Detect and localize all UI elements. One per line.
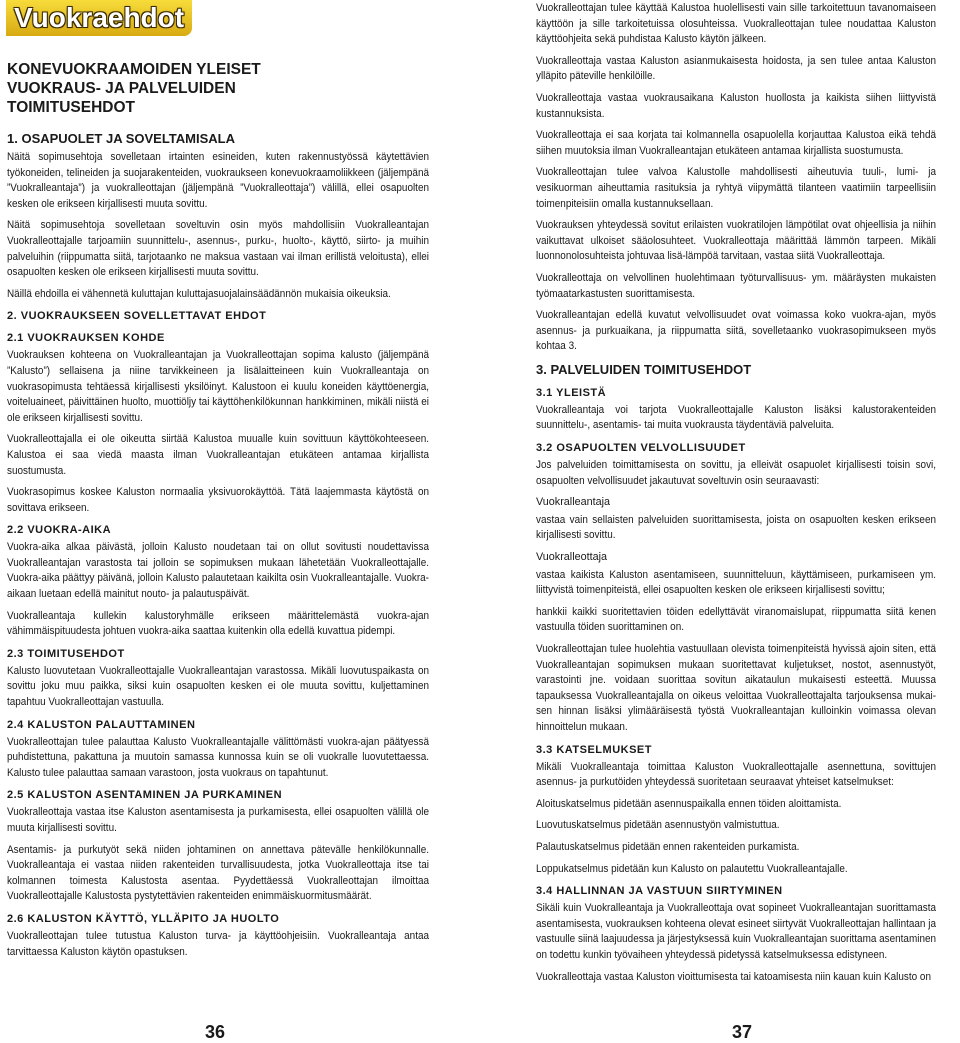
section-heading: 2.4 KALUSTON PALAUTTAMINEN xyxy=(7,718,196,731)
title-line: VUOKRAUS- JA PALVELUIDEN xyxy=(7,80,236,97)
paragraph: Vuokralleottaja on velvollinen huolehtimaan työturvallisuus- ym. määräysten mukaisten työmaatarkastusten suorittamisesta. xyxy=(536,271,937,300)
paragraph: Vuokralleottaja vastaa Kaluston asianmukaisesta hoidosta, ja sen tulee antaa Kaluston ylläpito päteville henkilöille. xyxy=(536,54,937,83)
paragraph: Näitä sopimusehtoja sovelletaan soveltuvin osin myös mahdollisiin Vuokralleantajan Vuokralleottajalle tarjoamiin suunnittelu-, asennus-, purku-, huolto-, käyttö, siirto- ja muihin palveluihin (riippumatta siitä, tarjotaanko ne maksua vastaan vai ilman erillistä veloitusta), ellei osapuolten kesken ole erikseen kirjallisesti muuta sovittu. xyxy=(7,219,430,279)
paragraph: hankkii kaikki suoritettavien töiden edellyttävät viranomaislupat, riippumatta siitä kenen vastuulla töiden suorittaminen on. xyxy=(536,605,937,634)
paragraph: Vuokralleantajan edellä kuvatut velvollisuudet ovat voimassa koko vuokra-ajan, myös asennus- ja purkuaikana, ja riippumatta siitä, sovelletaanko vuokrasopimukseen myös kohtaa 3. xyxy=(536,309,937,353)
paragraph: Vuokralleottajan tulee palauttaa Kalusto Vuokralleantajalle välittömästi vuokra-ajan päätyessä puhdistettuna, pakattuna ja muutoin samassa kunnossa kuin se oli vuokralle luovutettaessa. Kalusto tulee palauttaa samaan varastoon, josta vuokraus on tapahtunut. xyxy=(7,735,430,779)
section-heading: Vuokralleottaja xyxy=(536,551,608,564)
paragraph: Loppukatselmus pidetään kun Kalusto on palautettu Vuokralleantajalle. xyxy=(536,862,848,875)
paragraph: Mikäli Vuokralleantaja toimittaa Kaluston Vuokralleottajalle asennettuna, sovittujen asennus- ja purkutöiden yhteydessä suoritetaan seuraavat yhteiset katselmukset: xyxy=(536,760,937,789)
paragraph: vastaa kaikista Kaluston asentamiseen, suunnitteluun, käyttämiseen, purkamiseen ym. liittyvistä toimenpiteistä, ellei osapuolten kesken ole erikseen kirjallisesti sovittu; xyxy=(536,568,937,597)
paragraph: Vuokralleottaja vastaa Kaluston vioittumisesta tai katoamisesta niin kauan kuin Kalusto on xyxy=(536,970,931,983)
paragraph: Vuokrasopimus koskee Kaluston normaalia yksivuorokäyttöä. Tätä laajemmasta käytöstä on sovittava erikseen. xyxy=(7,486,430,514)
paragraph: Vuokralleottaja ei saa korjata tai kolmannella osapuolella korjauttaa Kalustoa eikä tehdä siihen muutoksia ilman Vuokralleantajan etukäteen antamaa kirjallista suostumusta. xyxy=(536,129,937,157)
paragraph: Vuokrauksen yhteydessä sovitut erilaisten vuokratilojen lämpötilat ovat ohjeellisia ja niihin vaikuttavat ulkoiset sääolosuhteet. Vuokralleottaja määrittää lämmön tarpeen. Mikäli luonnonolosuhteista johtuvaa lisä-lämpöä tarvitaan, vastaa siitä Vuokralleottaja. xyxy=(536,219,937,263)
paragraph: Vuokrauksen kohteena on Vuokralleantajan ja Vuokralleottajan sopima kalusto (jäljempänä ”Kalusto”) sellaisena ja niine tarvikkeineen ja lisälaitteineen kuin Vuokralleantaja on vuokrasopimusta tehtäessä kirjallisesti yksilöinyt. Kalustoon ei kuulu koneiden käyttöenergia, voiteluaineet, päivittäinen huolto, muottiöljy tai käyttöhenkilökunnan hankkiminen, mikäli niistä ei ole erikseen kirjallisesti sovittu. xyxy=(7,349,430,424)
section-heading: 2.5 KALUSTON ASENTAMINEN JA PURKAMINEN xyxy=(7,789,283,802)
paragraph: Jos palveluiden toimittamisesta on sovittu, ja elleivät osapuolet kirjallisesti toisin sovi, osapuolten velvollisuudet jakautuvat soveltuvin osin seuraavasti: xyxy=(536,459,937,487)
right-column xyxy=(536,1,936,991)
paragraph: Vuokralleottaja vastaa itse Kaluston asentamisesta ja purkamisesta, ellei osapuolten välillä ole muuta kirjallisesti sovittu. xyxy=(7,806,430,834)
paragraph: Näitä sopimusehtoja sovelletaan irtainten esineiden, kuten rakennustyössä käytettävien työkoneiden, telineiden ja suojarakenteiden, vuokraukseen konevuokraamoliikkeen (jäljempänä ”Vuokralleantaja”) ja vuokralleottajan (jäljempänä ”Vuokralleottaja”) välillä, ellei osapuolten kesken ole erikseen kirjallisesti muuta sovittu. xyxy=(7,151,430,210)
paragraph: Asentamis- ja purkutyöt sekä niiden johtaminen on annettava pätevälle henkilökunnalle. Vuokralleantaja ei vastaa niiden rakenteiden turvallisuudesta, jotka Vuokralleottaja itse tai kolmannen toimesta Kalustosta asentaa. Pyydettäessä Vuokralleottajan ilmoittaa Vuokralleottajalle Kalustosta pystytettävien rakenteiden enimmäiskuormitusmäärät. xyxy=(7,843,430,903)
section-heading: Vuokralleantaja xyxy=(536,496,611,509)
section-heading: 2.1 VUOKRAUKSEN KOHDE xyxy=(7,332,165,345)
paragraph: vastaa vain sellaisten palveluiden suorittamisesta, joista on osapuolten kesken erikseen kirjallisesti sovittu. xyxy=(536,513,937,542)
paragraph: Aloituskatselmus pidetään asennuspaikalla ennen töiden aloittamista. xyxy=(536,797,842,810)
title-line: TOIMITUSEHDOT xyxy=(7,99,136,116)
left-column xyxy=(7,126,429,966)
paragraph: Vuokralleantaja kullekin kalustoryhmälle erikseen määrittelemästä vuokra-ajan vähimmäispituudesta johtuen vuokra-aika saattaa kuitenkin olla edellä kuvattua pidempi. xyxy=(7,609,430,638)
paragraph: Vuokralleottajan tulee huolehtia vastuullaan olevista toimenpiteistä hyvissä ajoin siten, että Vuokralleantajan sopimuksen mukaan suoritettavat kuljetukset, nostot, asennustyöt, varastointi jne. voidaan suorittaa sovitun aikataulun mukaisesti esteettä. Muussa tapauksessa Vuokralleantajalla on oikeus veloittaa Vuokralleottajalta tarjouksensa mukai-sen hinnan lisäksi ylimääräisestä työstä Vuokralleantajan kulloinkin voimassa olevan hinnoittelun mukaan. xyxy=(536,643,937,733)
paragraph: Palautuskatselmus pidetään ennen rakenteiden purkamista. xyxy=(536,840,800,853)
paragraph: Näillä ehdoilla ei vähennetä kuluttajan kuluttajasuojalainsäädännön mukaisia oikeuksia. xyxy=(7,287,391,300)
brand-logo: Vuokraehdot xyxy=(6,0,192,36)
page-right xyxy=(480,0,960,1043)
title-line: KONEVUOKRAAMOIDEN YLEISET xyxy=(7,61,261,78)
section-heading: 2.2 VUOKRA-AIKA xyxy=(7,524,112,537)
section-heading: 3.4 HALLINNAN JA VASTUUN SIIRTYMINEN xyxy=(536,885,783,898)
paragraph: Vuokralleottajalla ei ole oikeutta siirtää Kalustoa muualle kuin sovittuun käyttökohteeseen. Kalustoa ei saa viedä maasta ilman Vuokralleantajan etukäteen antamaa kirjallista suostumusta. xyxy=(7,433,430,477)
section-heading: 3. PALVELUIDEN TOIMITUSEHDOT xyxy=(536,361,752,377)
paragraph: Kalusto luovutetaan Vuokralleottajalle Vuokralleantajan varastossa. Mikäli luovutuspaikasta on sovittu joku muu paikka, siksi kuin osapuolten kesken ei ole muuta sovittu, kuljettaminen tapahtuu Vuokralleottajan vastuulla. xyxy=(7,664,430,709)
page-number: 37 xyxy=(732,1022,753,1042)
section-heading: 2.6 KALUSTON KÄYTTÖ, YLLÄPITO JA HUOLTO xyxy=(7,912,280,925)
section-heading: 3.1 YLEISTÄ xyxy=(536,386,607,399)
page-number: 36 xyxy=(205,1022,226,1042)
paragraph: Luovutuskatselmus pidetään asennustyön valmistuttua. xyxy=(536,819,780,832)
paragraph: Vuokralleottajan tulee käyttää Kalustoa huolellisesti vain sille tarkoitettuun tavanomaiseen käyttöön ja sille tarkoitetuissa olosuhteissa. Vuokralleottajan tulee noudattaa Kaluston käyttöohjeita sekä puhdistaa Kalusto käytön jälkeen. xyxy=(536,2,937,46)
paragraph: Vuokralleantaja voi tarjota Vuokralleottajalle Kaluston lisäksi kalustorakenteiden suunnittelu-, asentamis- tai muita vuokrausta täydentäviä palveluita. xyxy=(536,403,937,432)
section-heading: 1. OSAPUOLET JA SOVELTAMISALA xyxy=(7,131,236,146)
section-heading: 2. VUOKRAUKSEEN SOVELLETTAVAT EHDOT xyxy=(7,310,267,323)
paragraph: Vuokralleottajan tulee tutustua Kaluston turva- ja käyttöohjeisiin. Vuokralleantaja antaa tarvittaessa Kaluston käytön opastuksen. xyxy=(7,929,430,958)
paragraph: Vuokra-aika alkaa päivästä, jolloin Kalusto noudetaan tai on ollut sovitusti noudettavissa Vuokralleantajan varastosta tai jolloin se sopimuksen mukaan lähetetään Vuokralleottajalle. Vuokra-aika päättyy päivänä, jolloin Kalusto palautetaan kaikilta osin Vuokralleantajalle. Vuokra-aikaan luetaan edellä mainitut nouto- ja palautuspäivät. xyxy=(7,541,430,601)
section-heading: 2.3 TOIMITUSEHDOT xyxy=(7,647,125,660)
paragraph: Sikäli kuin Vuokralleantaja ja Vuokralleottaja ovat sopineet Vuokralleantajan suorittamasta asentamisesta, vuokrauksen kohteena olevat esineet siirtyvät Vuokralleottajan hallintaan ja vastuulle siinä laajuudessa ja järjestyksessä kuin Vuokralleantajan suorittama asentaminen on todettu kunkin työvaiheen yhteydessä pidetyssä katselmuksessa edistyneen. xyxy=(536,902,937,961)
section-heading: 3.2 OSAPUOLTEN VELVOLLISUUDET xyxy=(536,442,746,455)
section-heading: 3.3 KATSELMUKSET xyxy=(536,743,652,756)
paragraph: Vuokralleottajan tulee valvoa Kalustolle mahdollisesti aiheutuvia tuuli-, lumi- ja vesikuorman aiheuttamia rasituksia ja ryhtyä viipymättä tilanteen vaatimiin tarpeellisiin toimenpiteisiin omalla kustannuksellaan. xyxy=(536,166,937,210)
document-title xyxy=(7,60,437,117)
paragraph: Vuokralleottaja vastaa vuokrausaikana Kaluston huollosta ja kaikista siihen liittyvistä kustannuksista. xyxy=(536,91,937,120)
